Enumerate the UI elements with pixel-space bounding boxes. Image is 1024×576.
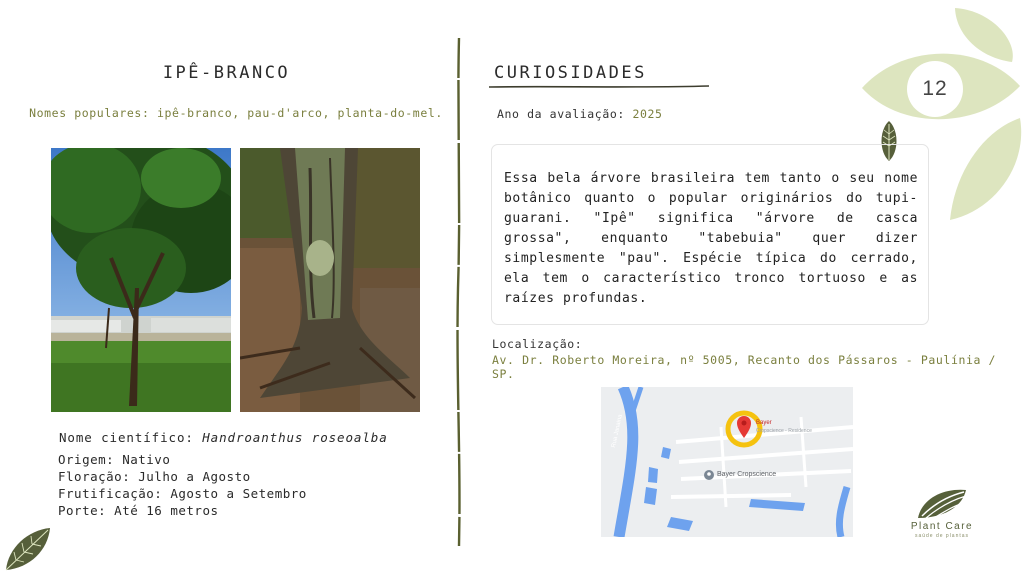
page-number: 12 [922,77,948,100]
location-label: Localização: [492,337,583,351]
map-pin-sublabel: Cropscience - Residence [756,428,812,434]
scientific-label: Nome científico: [59,430,203,445]
size: Porte: Até 16 metros [58,503,219,518]
year-value: 2025 [632,107,663,121]
tree-photo [51,148,231,412]
trunk-photo [240,148,420,412]
location-value: Av. Dr. Roberto Moreira, nº 5005, Recanto dos Pássaros - Paulínia / SP. [492,353,997,381]
species-title: IPÊ-BRANCO [162,63,291,83]
flowering: Floração: Julho a Agosto [58,469,251,484]
year-label: Ano da avaliação: [497,107,633,121]
description-text: Essa bela árvore brasileira tem tanto o seu nome botânico quanto o popular originários do tupi-guarani. "Ipê" significa "árvore de casca grossa", enquanto "tabebuia" quer dizer simplesmente "pau". Espécie típica do cerrado, ela tem o característico tronco tortuoso e as raízes profundas. [504,171,918,306]
brand-logo-icon [914,486,970,522]
map-poi-label: Bayer Cropscience [717,471,777,478]
location-map[interactable] [601,387,853,537]
origin: Origem: Nativo [58,452,171,467]
popular-names: Nomes populares: ipê-branco, pau-d'arco, planta-do-mel. [29,106,443,120]
brand-name: Plant Care [910,521,974,532]
brand-tagline: saúde de plantas [914,533,970,539]
description-card [491,144,929,325]
curiosities-title: CURIOSIDADES [494,63,647,83]
map-pin-label: Bayer [756,420,772,426]
scientific-name: Handroanthus roseoalba [202,430,388,445]
title-underline [488,84,710,90]
corner-leaf-icon [2,526,52,572]
map-road-label: Rua Janaina [611,414,624,449]
scientific-name-row [59,429,388,446]
evaluation-year [497,107,663,121]
fruiting: Frutificação: Agosto a Setembro [58,486,307,501]
